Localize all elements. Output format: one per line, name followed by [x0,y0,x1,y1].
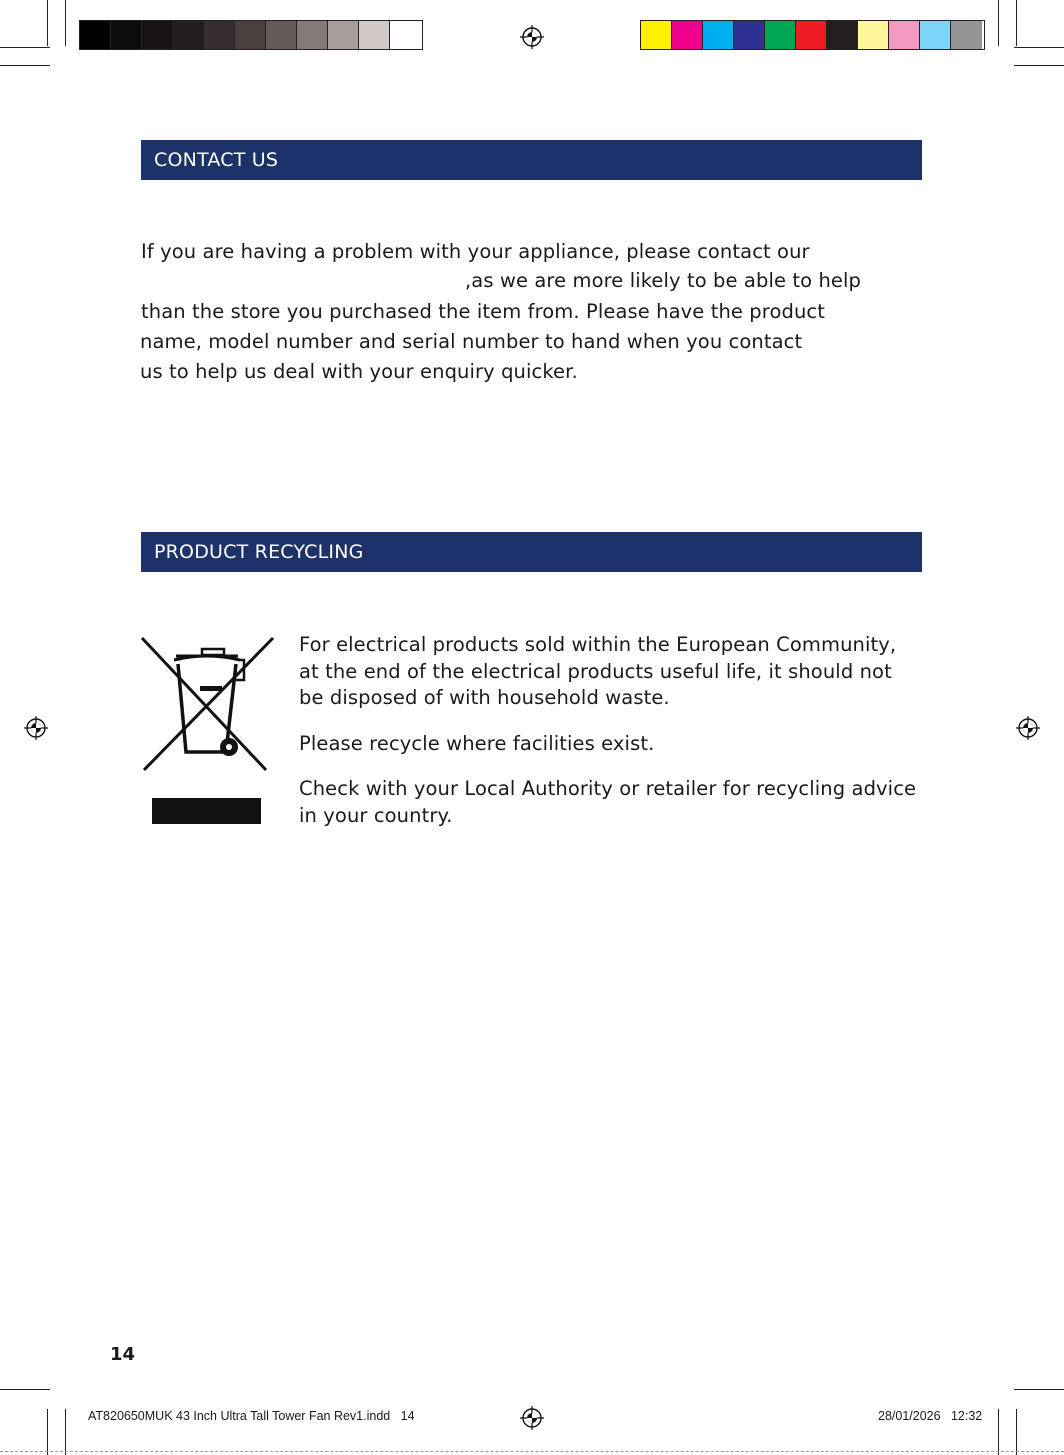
greyscale-swatch-8 [328,21,359,49]
crop-mark-top-left-v2 [65,0,66,46]
process-color-bar [640,20,985,50]
registration-mark-icon [520,1406,544,1430]
crop-mark-bottom-left-v2 [65,1409,66,1455]
crop-mark-bottom-right-h [1014,1389,1064,1390]
contact-text-line-4: name, model number and serial number to hand when you contact [140,330,803,353]
weee-black-bar [152,798,261,824]
greyscale-swatch-3 [173,21,204,49]
crop-mark-bottom-left-v [47,1409,48,1455]
crop-mark-top-left-v [47,0,48,46]
greyscale-color-bar [79,20,423,50]
product-recycling-header: PRODUCT RECYCLING [141,532,922,572]
process-swatch-9 [920,21,951,49]
contact-text-line-3: than the store you purchased the item from. Please have the product [141,300,826,323]
page-number: 14 [110,1344,136,1365]
process-swatch-0 [641,21,672,49]
greyscale-swatch-2 [142,21,173,49]
process-swatch-2 [703,21,734,49]
registration-mark-icon [24,716,48,740]
crop-mark-top-right-h [1014,47,1064,48]
process-swatch-1 [672,21,703,49]
recycling-paragraph-3: Check with your Local Authority or retailer for recycling advice in your country. [299,777,917,827]
process-swatch-4 [765,21,796,49]
greyscale-swatch-10 [390,21,421,49]
process-swatch-6 [827,21,858,49]
contact-us-header: CONTACT US [141,140,922,180]
crop-mark-top-right-h2 [1014,65,1064,66]
recycling-text-block [299,632,919,848]
greyscale-swatch-5 [235,21,266,49]
recycling-paragraph-2: Please recycle where facilities exist. [299,731,655,755]
crop-mark-top-right-v2 [998,0,999,46]
crop-mark-top-left-h [0,47,50,48]
contact-text-line-2: ,as we are more likely to be able to help [465,269,861,292]
process-swatch-3 [734,21,765,49]
contact-text-line-5: us to help us deal with your enquiry quicker. [140,360,578,383]
slug-file-info: AT820650MUK 43 Inch Ultra Tall Tower Fan Rev1.indd 14 [88,1409,415,1423]
greyscale-swatch-6 [266,21,297,49]
crop-mark-bottom-right-v [1016,1409,1017,1455]
registration-mark-icon [520,25,544,49]
registration-mark-icon [1016,716,1040,740]
bottom-trim-dashed-line [0,1451,1064,1452]
crop-mark-top-left-h2 [0,65,50,66]
crop-mark-top-right-v [1016,0,1017,46]
process-swatch-10 [951,21,982,49]
greyscale-swatch-4 [204,21,235,49]
process-swatch-5 [796,21,827,49]
greyscale-swatch-7 [297,21,328,49]
weee-crossed-bin-icon [140,634,276,774]
process-swatch-7 [858,21,889,49]
slug-date-time: 28/01/2026 12:32 [878,1409,983,1423]
process-swatch-8 [889,21,920,49]
greyscale-swatch-9 [359,21,390,49]
greyscale-swatch-1 [111,21,142,49]
recycling-paragraph-1: For electrical products sold within the European Community, at the end of the electrical products useful life, it should not be disposed of with household waste. [299,633,897,709]
contact-text-line-1: If you are having a problem with your appliance, please contact our [141,240,810,263]
crop-mark-bottom-right-v2 [998,1409,999,1455]
crop-mark-bottom-left-h [0,1389,50,1390]
greyscale-swatch-0 [80,21,111,49]
